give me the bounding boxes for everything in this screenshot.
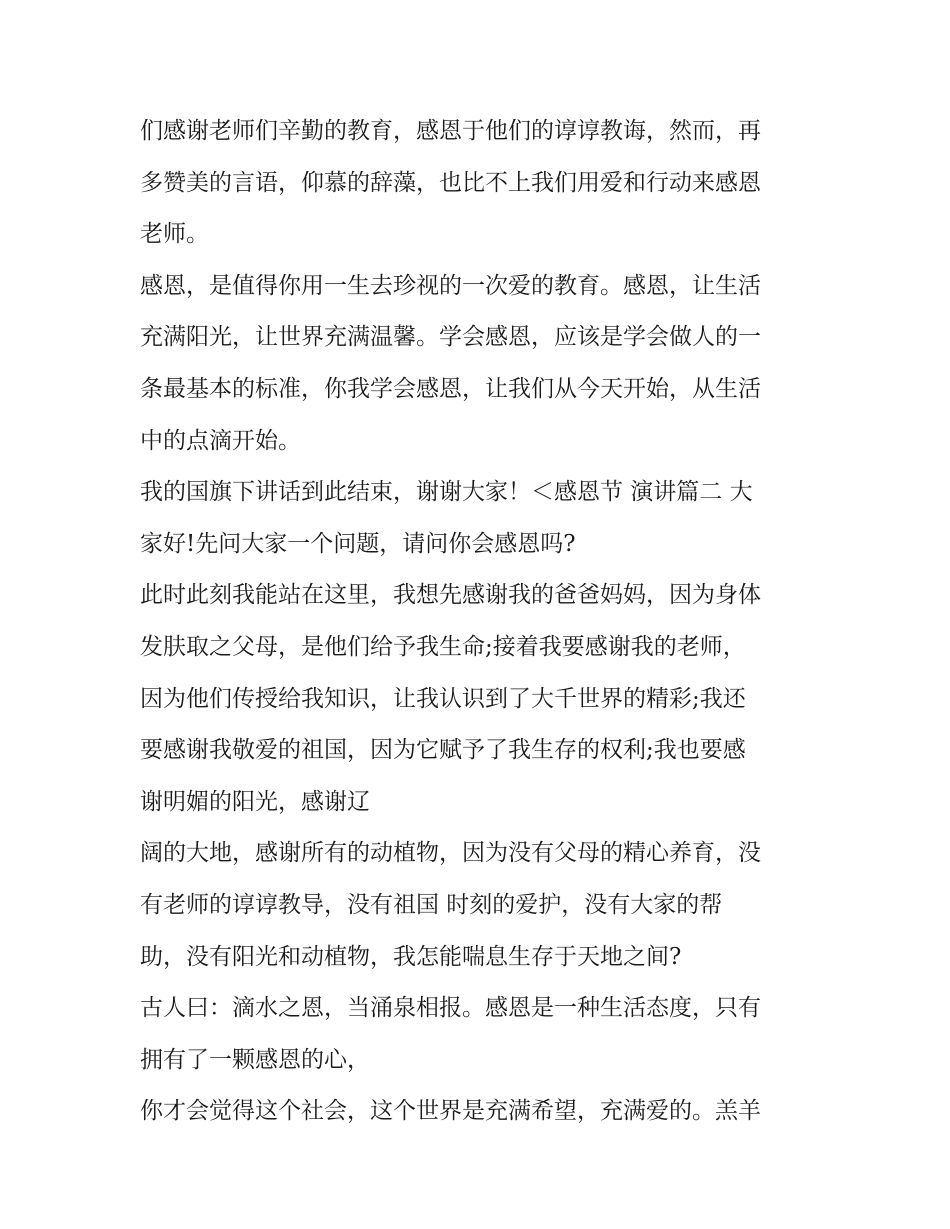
text-line: 古人曰：滴水之恩，当涌泉相报。感恩是一种生活态度，只有 xyxy=(140,995,761,1022)
text-line: 阔的大地，感谢所有的动植物，因为没有父母的精心养育，没 xyxy=(140,840,761,867)
text-line: 多赞美的言语，仰慕的辞藻，也比不上我们用爱和行动来感恩 xyxy=(140,169,761,196)
body-text xyxy=(140,106,820,1138)
text-line: 助，没有阳光和动植物，我怎能喘息生存于天地之间? xyxy=(140,943,682,970)
text-line: 家好!先问大家一个问题，请问你会感恩吗? xyxy=(140,530,576,557)
text-line: 中的点滴开始。 xyxy=(140,427,301,454)
text-line: 谢明媚的阳光，感谢辽 xyxy=(140,788,370,815)
text-line: 条最基本的标准，你我学会感恩，让我们从今天开始，从生活 xyxy=(140,375,761,402)
text-line: 感恩，是值得你用一生去珍视的一次爱的教育。感恩，让生活 xyxy=(140,272,761,299)
text-line: 充满阳光，让世界充满温馨。学会感恩，应该是学会做人的一 xyxy=(140,324,761,351)
text-line: 拥有了一颗感恩的心， xyxy=(140,1046,370,1073)
text-line: 此时此刻我能站在这里，我想先感谢我的爸爸妈妈，因为身体 xyxy=(140,582,761,609)
text-line: 我的国旗下讲话到此结束，谢谢大家！＜感恩节 演讲篇二 大 xyxy=(140,479,753,506)
text-line: 你才会觉得这个社会，这个世界是充满希望，充满爱的。羔羊 xyxy=(140,1098,761,1125)
text-line: 们感谢老师们辛勤的教育，感恩于他们的谆谆教诲，然而，再 xyxy=(140,118,761,144)
text-line: 发肤取之父母，是他们给予我生命;接着我要感谢我的老师， xyxy=(140,633,746,660)
text-line: 因为他们传授给我知识，让我认识到了大千世界的精彩;我还 xyxy=(140,685,746,712)
text-line: 要感谢我敬爱的祖国，因为它赋予了我生存的权利;我也要感 xyxy=(140,737,746,764)
text-line: 有老师的谆谆教导，没有祖国 时刻的爱护，没有大家的帮 xyxy=(140,891,723,918)
text-line: 老师。 xyxy=(140,221,209,248)
